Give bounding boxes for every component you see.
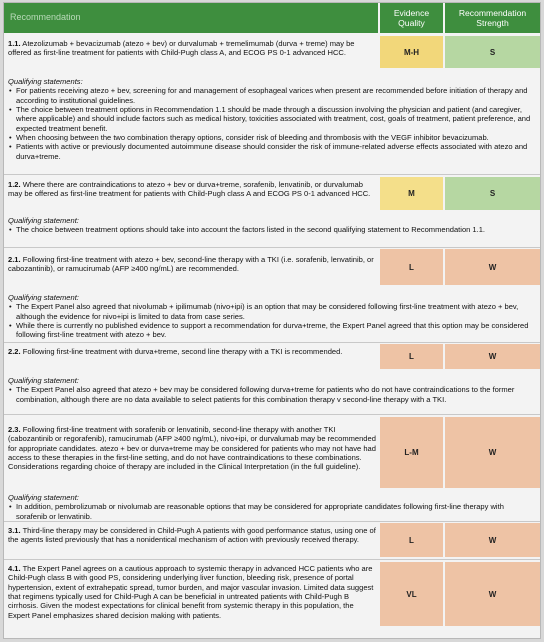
divider: [4, 247, 540, 248]
qualifying-item: • For patients receiving atezo + bev, screening for and management of esophageal varices when present are recommended before initiation of therapy and according to institutional guidelines.: [8, 86, 534, 105]
recommendation-1-2: 1.2. Where there are contraindications to atezo + bev or durva+treme, sorafenib, lenvatinib, or durvalumab may be offered as first-line treatment for patients with Child-Pugh class A and ECOG PS 0-1 advanced HCC.: [8, 180, 371, 199]
strength-badge-2-1: W: [445, 249, 540, 285]
qualifying-item: • Patients with active or previously documented autoimmune disease should consider the risk of immune-related adverse effects associated with atezo and durva+treme.: [8, 142, 534, 161]
strength-badge-1-2: S: [445, 177, 540, 210]
qualifying-statements-2-2: Qualifying statement: • The Expert Panel also agreed that atezo + bev may be considered following durva+treme for patients who do not have contraindications to the former combination, although there are no data available to select patients for this combination therapy v second-line therapy with a TKI.: [8, 376, 534, 404]
qualifying-item: • When choosing between the two combination therapy options, consider risk of bleeding and thrombosis with the VEGF inhibitor bevacizumab.: [8, 133, 534, 142]
qualifying-statements-2-1: Qualifying statement: • The Expert Panel also agreed that nivolumab + ipilimumab (nivo+ipi) is an option that may be considered following first-line treatment with atezo + bev, although the evidence for nivo+ipi is limited to data from case series. • While there is currently no published evidence to support a recommendation for durva+treme, the Expert Panel agreed that this option may be considered following first-line treatment with atezo + bev.: [8, 293, 534, 340]
strength-badge-4-1: W: [445, 562, 540, 626]
header-title-cell: [4, 3, 378, 33]
qualifying-item: • The Expert Panel also agreed that atezo + bev may be considered following durva+treme for patients who do not have contraindications to the former combination, although there are no data available to select patients for this combination therapy v second-line therapy with a TKI.: [8, 385, 534, 404]
guideline-table: [3, 2, 541, 639]
divider: [4, 521, 540, 522]
recommendation-3-1: 3.1. Third-line therapy may be considered in Child-Pugh A patients with good performance status, using one of the agents listed previously that has a nonidentical mechanism of action with previously received therapy.: [8, 526, 376, 545]
divider: [4, 174, 540, 175]
strength-badge-2-2: W: [445, 344, 540, 369]
strength-badge-3-1: W: [445, 523, 540, 557]
recommendation-1-1: 1.1. Atezolizumab + bevacizumab (atezo + bev) or durvalumab + tremelimumab (durva + treme) may be offered as first-line treatment for patients with Child-Pugh class A, and ECOG PS 0-1 advanced HCC.: [8, 39, 355, 58]
quality-badge-2-3: L-M: [380, 417, 443, 488]
divider: [4, 342, 540, 343]
qualifying-statements-2-3: Qualifying statement: • In addition, pembrolizumab or nivolumab are reasonable options that may be considered for appropriate candidates following first-line therapy with sorafenib or lenvatinib.: [8, 493, 534, 521]
recommendation-2-2: 2.2. Following first-line treatment with durva+treme, second line therapy with a TKI is recommended.: [8, 347, 343, 356]
strength-badge-2-3: W: [445, 417, 540, 488]
quality-badge-2-1: L: [380, 249, 443, 285]
qualifying-item: • In addition, pembrolizumab or nivolumab are reasonable options that may be considered for appropriate candidates following first-line therapy with sorafenib or lenvatinib.: [8, 502, 534, 521]
divider: [4, 559, 540, 560]
header-title: Recommendation: [10, 12, 81, 22]
recommendation-2-1: 2.1. Following first-line treatment with atezo + bev, second-line therapy with a TKI (i.e. sorafenib, lenvatinib, or cabozantinib), or ramucirumab (AFP ≥400 ng/mL) are recommended.: [8, 255, 374, 274]
qualifying-item: • The choice between treatment options should take into account the factors listed in the second qualifying statement to Recommendation 1.1.: [8, 225, 534, 234]
table-header: [4, 3, 540, 33]
quality-badge-2-2: L: [380, 344, 443, 369]
qualifying-item: • While there is currently no published evidence to support a recommendation for durva+treme, the Expert Panel agreed that this option may be considered following first-line treatment with atezo + bev.: [8, 321, 534, 340]
header-recommendation-strength: Recommendation Strength: [445, 3, 540, 33]
qualifying-statements-1-1: Qualifying statements: • For patients receiving atezo + bev, screening for and management of esophageal varices when present are recommended before initiation of therapy and according to institutional guidelines. • The choice between treatment options in Recommendation 1.1 should be made through a discussion involving the physician and patient (and caregiver, where applicable) and should include factors such as medical history, toxicities associated with treatment, cost, goals of treatment, patient preference, and expected treatment benefit. • When choosing between the two combination therapy options, consider risk of bleeding and thrombosis with the VEGF inhibitor bevacizumab. • Patients with active or previously documented autoimmune disease should consider the risk of immune-related adverse effects associated with atezo and durva+treme.: [8, 77, 534, 161]
header-evidence-quality: Evidence Quality: [380, 3, 443, 33]
recommendation-2-3: 2.3. Following first-line treatment with sorafenib or lenvatinib, second-line therapy with another TKI (cabozantinib or regorafenib), ramucirumab (AFP ≥400 ng/mL), nivo+ipi, or durvalumab may be recommended for appropriate candidates. atezo + bev or durva+treme may be considered for patients who may not have had access to these therapies in the first-line setting, and do not have contraindications to these combinations. Considerations regarding choice of therapy are included in the Clinical Interpretation (in the full guideline).: [8, 425, 376, 472]
qualifying-item: • The Expert Panel also agreed that nivolumab + ipilimumab (nivo+ipi) is an option that may be considered following first-line treatment with atezo + bev, although the evidence for nivo+ipi is limited to data from case series.: [8, 302, 534, 321]
divider: [4, 414, 540, 415]
qualifying-item: • The choice between treatment options in Recommendation 1.1 should be made through a discussion involving the physician and patient (and caregiver, where applicable) and should include factors such as medical history, toxicities associated with treatment, cost, goals of treatment, patient preference, and expected treatment benefit.: [8, 105, 534, 133]
qualifying-statements-1-2: Qualifying statement: • The choice between treatment options should take into account the factors listed in the second qualifying statement to Recommendation 1.1.: [8, 216, 534, 235]
quality-badge-3-1: L: [380, 523, 443, 557]
strength-badge-1-1: S: [445, 36, 540, 68]
quality-badge-1-2: M: [380, 177, 443, 210]
quality-badge-1-1: M-H: [380, 36, 443, 68]
recommendation-4-1: 4.1. The Expert Panel agrees on a cautious approach to systemic therapy in advanced HCC patients who are Child-Pugh class B with good PS, considering underlying liver function, bleeding risk, presence of portal hypertension, extent of extrahepatic spread, tumor burden, and major vascular invasion. Limited data suggest that regimens typically used for Child-Pugh A can be beneficial in untreated patients with Child-Pugh B cirrhosis. Given the modest expectations for clinical benefit from systemic therapy in this population, the Expert Panel emphasizes shared decision making with patients.: [8, 564, 374, 620]
quality-badge-4-1: VL: [380, 562, 443, 626]
